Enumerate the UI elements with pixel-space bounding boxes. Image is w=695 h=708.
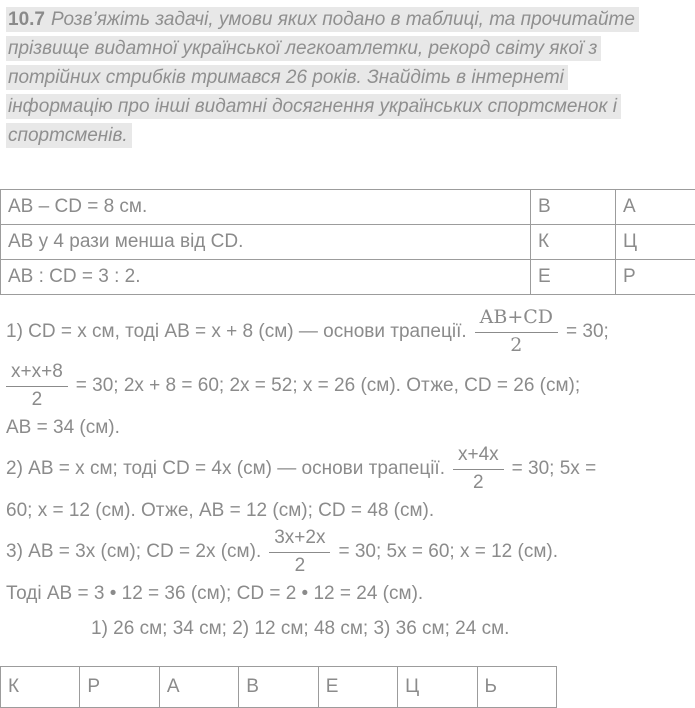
problem-line (6, 93, 695, 122)
fraction (269, 527, 330, 577)
problem-number: 10.7 (8, 9, 45, 30)
solution-text: Тоді АВ = 3 • 12 = 36 (см); CD = 2 • 12 = 24 (см). (6, 583, 424, 604)
problem-text-line-2: прізвище видатної української легкоатлетки, рекорд світу якої з (6, 36, 601, 61)
conditions-table (0, 189, 695, 295)
problem-text-line-5: спортсменів. (6, 123, 132, 148)
solution-part-1 (6, 305, 691, 442)
fraction-denominator: 2 (31, 389, 43, 410)
solution-text: = 30; 5х = 60; х = 12 (см). (338, 541, 559, 562)
solution-text: = 30; 5х = (511, 458, 597, 479)
letter-cell: В (239, 667, 318, 708)
letter-cell: К (1, 667, 80, 708)
condition-cell: АВ : CD = 3 : 2. (1, 260, 531, 295)
solution-text: = 30; (566, 321, 609, 342)
letter-cell: А (616, 190, 695, 225)
fraction-numerator: х+х+8 (6, 361, 68, 387)
fraction-numerator: х+4х (453, 444, 504, 470)
fraction-denominator: 2 (473, 472, 484, 493)
fraction-numerator: AB+CD (475, 307, 558, 333)
solution-text: 1) CD = х см, тоді АВ = х + 8 (см) — основи трапеції. (6, 321, 467, 342)
problem-line (6, 64, 695, 93)
answers-line: 1) 26 см; 34 см; 2) 12 см; 48 см; 3) 36 см; 24 см. (91, 618, 510, 639)
problem-line (6, 35, 695, 64)
problem-statement (0, 6, 695, 151)
solution-part-3 (6, 525, 691, 608)
answer-letters-table (0, 666, 557, 708)
solution-text: 60; х = 12 (см). Отже, АВ = 12 (см); CD = 48 (см). (6, 500, 435, 521)
problem-line (6, 6, 695, 35)
table-row (1, 225, 695, 260)
letter-cell: В (531, 190, 616, 225)
solution (0, 303, 695, 644)
equation-line (6, 359, 691, 413)
problem-text-line-4: інформацію про інші видатні досягнення українських спортсменок і (6, 94, 621, 119)
table-row (1, 667, 557, 708)
fraction (6, 361, 68, 411)
solution-text: 2) АВ = х см; тоді CD = 4х (см) — основи трапеції. (6, 458, 445, 479)
condition-cell: АВ – CD = 8 см. (1, 190, 531, 225)
problem-text-line-3: потрійних стрибків тримався 26 років. Знайдіть в інтернеті (6, 65, 568, 90)
problem-text-line-1: Розв’яжіть задачі, умови яких подано в таблиці, та прочитайте (50, 9, 635, 30)
letter-cell: А (159, 667, 238, 708)
fraction-denominator: 2 (294, 555, 306, 576)
fraction-numerator: 3х+2х (269, 527, 330, 553)
solution-part-2 (6, 442, 691, 525)
letter-cell: Ц (616, 225, 695, 260)
letter-cell: К (531, 225, 616, 260)
letter-cell: Е (318, 667, 397, 708)
letter-cell: Р (616, 260, 695, 295)
solution-text: 3) АВ = 3х (см); CD = 2х (см). (6, 541, 262, 562)
problem-line (6, 122, 695, 151)
fraction-denominator: 2 (510, 334, 523, 356)
table-row (1, 260, 695, 295)
letter-cell: Р (80, 667, 159, 708)
letter-cell: Ь (477, 667, 556, 708)
solution-text: АВ = 34 (см). (6, 417, 120, 438)
equation-line (6, 525, 691, 579)
equation-line (6, 305, 691, 359)
condition-cell: АВ у 4 рази менша від CD. (1, 225, 531, 260)
equation-line (6, 442, 691, 496)
solution-text: = 30; 2х + 8 = 60; 2х = 52; х = 26 (см). Отже, CD = 26 (см); (75, 375, 581, 396)
table-row (1, 190, 695, 225)
fraction (453, 444, 504, 494)
fraction (475, 307, 558, 357)
letter-cell: Е (531, 260, 616, 295)
letter-cell: Ц (398, 667, 477, 708)
